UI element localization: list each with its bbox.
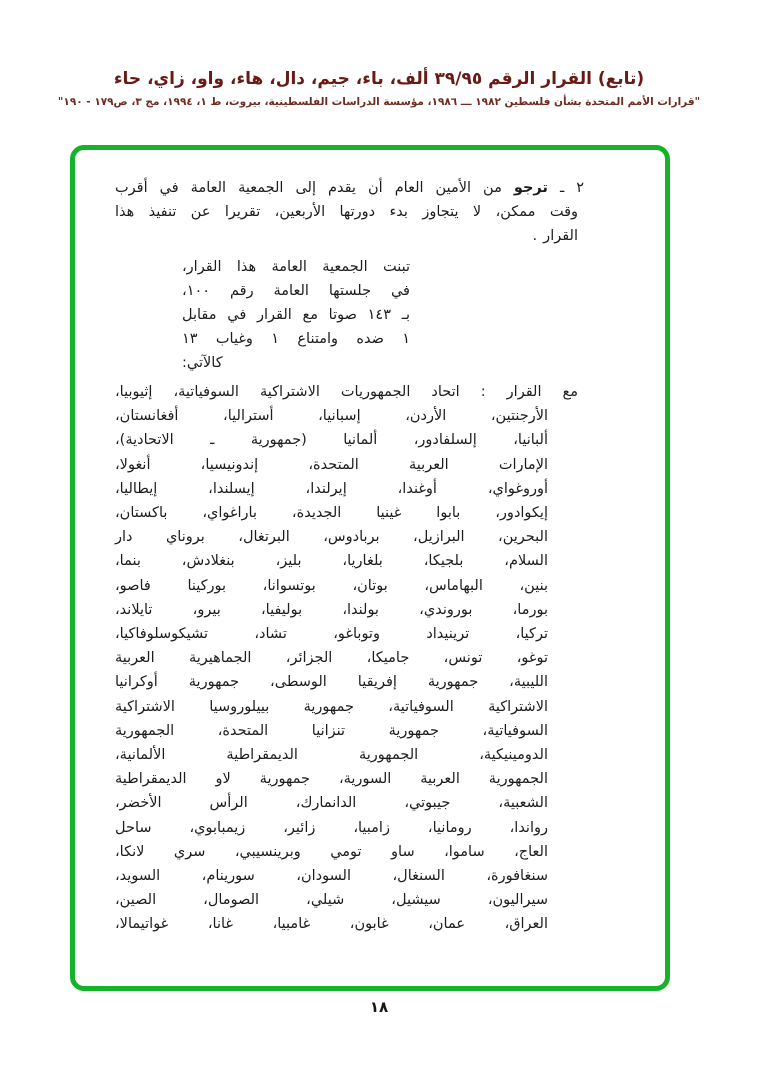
resolution-text-column (115, 176, 585, 937)
text-line: الأرجنتين، الأردن، إسبانيا، أستراليا، أفغانستان، (115, 408, 548, 425)
header-title: (تابع) القرار الرقم ٣٩/٩٥ ألف، باء، جيم، دال، هاء، واو، زاي، حاء (113, 69, 645, 89)
text-line: الدومينيكية، الجمهورية الديمقراطية الألمانية، (115, 747, 548, 764)
text-line: ١ ضده وامتناع ١ وغياب ١٣ (182, 331, 411, 347)
adoption-vote-note (182, 255, 410, 375)
page-footer (0, 997, 758, 1016)
text-line: الإمارات العربية المتحدة، إندونيسيا، أنغولا، (115, 456, 548, 473)
text-line: في جلستها العامة رقم ١٠٠، (182, 283, 410, 299)
text-line: بـ ١٤٣ صوتا مع القرار في مقابل (182, 307, 410, 323)
header-source-citation: "قرارات الأمم المتحدة بشأن فلسطين ١٩٨٢ ـــ ١٩٨٦، مؤسسة الدراسات الفلسطينية، بيروت، ط ١، ١٩٩٤، مج ٣، ص١٧٩ - ١٩٠" (57, 96, 701, 108)
text-line: ألبانيا، إلسلفادور، ألمانيا (جمهورية ـ الاتحادية)، (115, 432, 548, 449)
line-text: اتحاد الجمهوريات الاشتراكية السوفياتية، إثيوبيا، (115, 384, 460, 400)
text-line: البحرين، البرازيل، بربادوس، البرتغال، بروناي دار (115, 529, 548, 546)
text-line: بنين، البهاماس، بوتان، بوتسوانا، بوركينا فاصو، (115, 577, 548, 594)
page-header (0, 68, 758, 109)
text-line: الليبية، جمهورية إفريقيا الوسطى، جمهورية أوكرانيا (115, 674, 548, 691)
votes-in-favour-list (115, 380, 578, 937)
page-number: ١٨ (369, 998, 389, 1016)
text-line: الشعبية، جيبوتي، الدانمارك، الرأس الأخضر، (115, 795, 548, 812)
text-line: الجمهورية العربية السورية، جمهورية لاو الديمقراطية (115, 771, 548, 788)
text-line (115, 176, 584, 200)
text-line: القرار . (532, 228, 578, 244)
text-line: توغو، تونس، جاميكا، الجزائر، الجماهيرية العربية (115, 650, 548, 667)
text-line: السوفياتية، جمهورية تنزانيا المتحدة، الجمهورية (115, 722, 548, 739)
text-line: العاج، ساموا، ساو تومي وبرينسيبي، سري لانكا، (115, 843, 548, 860)
text-line: تبنت الجمعية العامة هذا القرار، (182, 259, 410, 275)
text-line: سيراليون، سيشيل، شيلي، الصومال، الصين، (115, 892, 548, 909)
text-line: تركيا، ترينيداد وتوباغو، تشاد، تشيكوسلوفاكيا، (115, 626, 548, 643)
line-text: من الأمين العام أن يقدم إلى الجمعية العامة في أقرب (115, 180, 502, 196)
text-line: رواندا، رومانيا، زامبيا، زائير، زيمبابوي، ساحل (115, 819, 548, 836)
text-line: العراق، عمان، غابون، غامبيا، غانا، غواتيمالا، (115, 916, 548, 933)
text-line: كالآتي: (182, 355, 223, 371)
text-line: إيكوادور، بابوا غينيا الجديدة، باراغواي، باكستان، (115, 505, 548, 522)
text-line: الاشتراكية السوفياتية، جمهورية بييلوروسيا الاشتراكية (115, 698, 548, 715)
text-line: بورما، بوروندي، بولندا، بوليفيا، بيرو، تايلاند، (115, 601, 548, 618)
vote-category-label: مع القرار : (480, 384, 579, 400)
text-line (115, 380, 578, 404)
operative-verb: ترجو (513, 180, 548, 196)
paragraph-number: ٢ ـ (559, 180, 585, 196)
text-line: السلام، بلجيكا، بلغاريا، بليز، بنغلادش، بنما، (115, 553, 548, 570)
operative-paragraph-2 (115, 176, 585, 248)
text-line: سنغافورة، السنغال، السودان، سورينام، السويد، (115, 868, 548, 885)
green-content-frame (70, 145, 670, 991)
text-line: أوروغواي، أوغندا، إيرلندا، إيسلندا، إيطاليا، (115, 480, 548, 497)
text-line: وقت ممكن، لا يتجاوز بدء دورتها الأربعين، تقريرا عن تنفيذ هذا (115, 204, 578, 220)
